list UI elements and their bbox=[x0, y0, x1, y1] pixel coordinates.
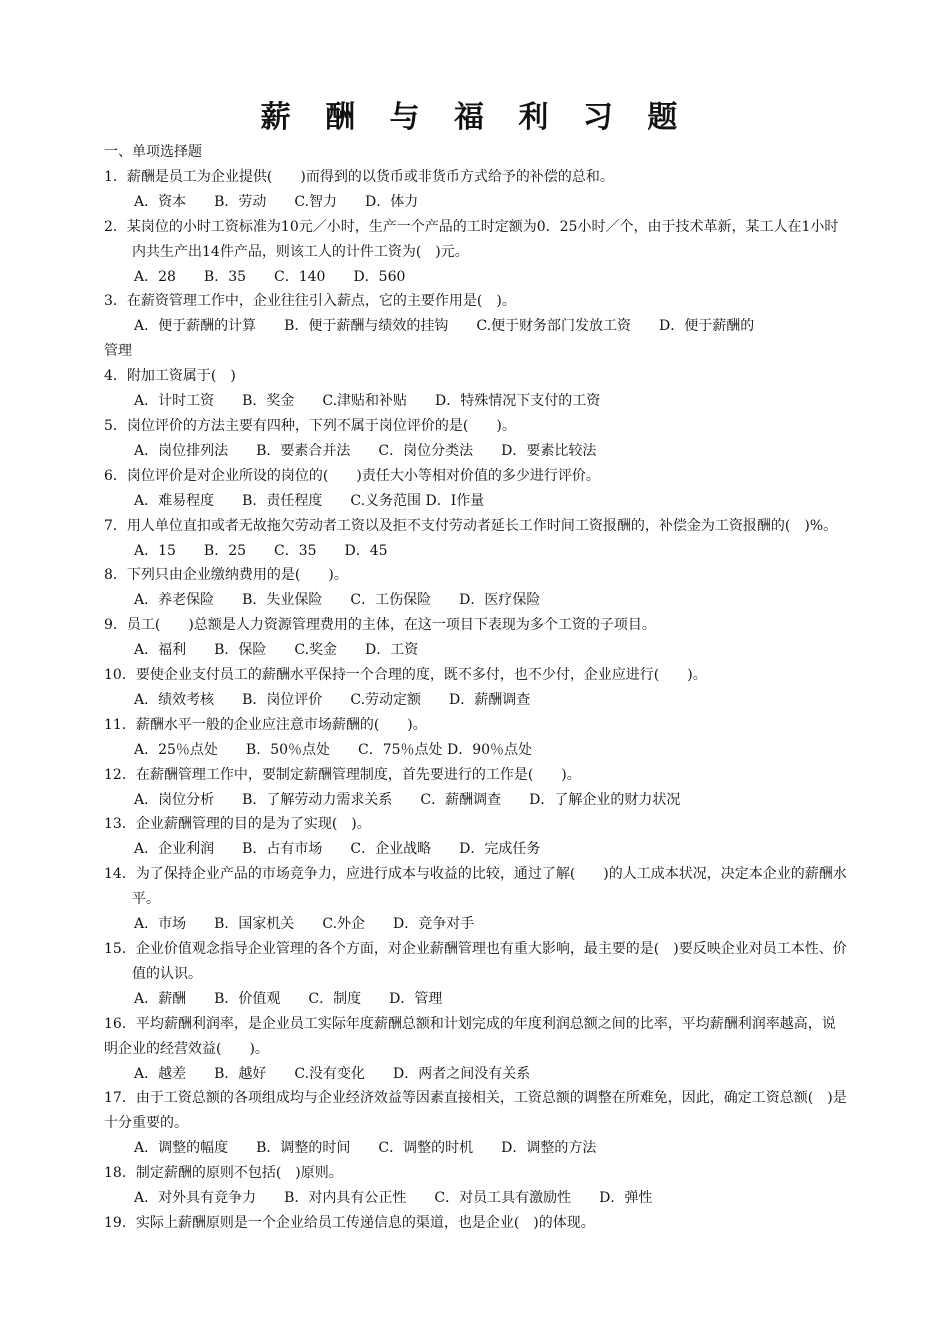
question-item bbox=[104, 1012, 849, 1087]
question-options: A．难易程度 B．责任程度 C.义务范围 D．I作量 bbox=[134, 492, 485, 509]
question-item bbox=[104, 514, 849, 564]
question-stem: 5．岗位评价的方法主要有四种，下列不属于岗位评价的是( )。 bbox=[104, 417, 516, 434]
question-options-continued: 管理 bbox=[104, 343, 132, 360]
question-item bbox=[104, 464, 849, 514]
question-stem: 3．在薪资管理工作中，企业往往引入薪点，它的主要作用是( )。 bbox=[104, 293, 516, 310]
question-item bbox=[104, 713, 849, 763]
document-title: 薪 酬 与 福 利 习 题 bbox=[260, 100, 690, 135]
question-stem: 10．要使企业支付员工的薪酬水平保持一个合理的度，既不多付，也不少付，企业应进行( )。 bbox=[104, 667, 707, 684]
question-options: A．调整的幅度 B．调整的时间 C．调整的时机 D．调整的方法 bbox=[134, 1140, 597, 1157]
question-item bbox=[104, 812, 849, 862]
question-item bbox=[104, 613, 849, 663]
question-stem: 12．在薪酬管理工作中，要制定薪酬管理制度，首先要进行的工作是( )。 bbox=[104, 766, 581, 783]
question-item bbox=[104, 862, 849, 937]
question-stem: 6．岗位评价是对企业所设的岗位的( )责任大小等相对价值的多少进行评价。 bbox=[104, 467, 600, 484]
question-stem: 15．企业价值观念指导企业管理的各个方面，对企业薪酬管理也有重大影响，最主要的是( )要反映企业对员工本性、价值的认识。 bbox=[104, 941, 847, 982]
section-heading: 一、单项选择题 bbox=[104, 144, 202, 160]
question-options: A．15 B．25 C．35 D．45 bbox=[134, 542, 388, 559]
question-options: A．便于薪酬的计算 B．便于薪酬与绩效的挂钩 C.便于财务部门发放工资 D．便于薪酬的 bbox=[134, 318, 755, 335]
question-options: A．对外具有竞争力 B．对内具有公正性 C．对员工具有激励性 D．弹性 bbox=[134, 1190, 653, 1207]
question-item bbox=[104, 289, 849, 364]
question-item bbox=[104, 763, 849, 813]
question-options: A．28 B．35 C．140 D．560 bbox=[134, 268, 406, 285]
question-options: A．岗位分析 B．了解劳动力需求关系 C．薪酬调查 D．了解企业的财力状况 bbox=[134, 791, 681, 808]
question-item bbox=[104, 1086, 849, 1161]
question-item bbox=[104, 563, 849, 613]
question-stem: 9．员工( )总额是人力资源管理费用的主体，在这一项目下表现为多个工资的子项目。 bbox=[104, 617, 656, 634]
question-stem: 16．平均薪酬利润率，是企业员工实际年度薪酬总额和计划完成的年度利润总额之间的比率，平均薪酬利润率越高，说明企业的经营效益( )。 bbox=[104, 1015, 836, 1057]
question-options: A．岗位排列法 B．要素合并法 C．岗位分类法 D．要素比较法 bbox=[134, 442, 597, 459]
question-options: A．25％点处 B．50％点处 C．75％点处 D．90％点处 bbox=[134, 741, 533, 758]
question-stem: 4．附加工资属于( ) bbox=[104, 368, 236, 385]
question-stem: 13．企业薪酬管理的目的是为了实现( )。 bbox=[104, 816, 371, 833]
question-item bbox=[104, 364, 849, 414]
question-options: A．资本 B．劳动 C.智力 D．体力 bbox=[134, 193, 419, 210]
question-options: A．绩效考核 B．岗位评价 C.劳动定额 D．薪酬调查 bbox=[134, 691, 531, 708]
question-stem: 18．制定薪酬的原则不包括( )原则。 bbox=[104, 1165, 343, 1182]
question-options: A．企业利润 B．占有市场 C．企业战略 D．完成任务 bbox=[134, 841, 541, 858]
question-stem: 8．下列只由企业缴纳费用的是( )。 bbox=[104, 567, 348, 584]
question-item bbox=[104, 215, 849, 290]
question-stem: 1．薪酬是员工为企业提供( )而得到的以货币或非货币方式给予的补偿的总和。 bbox=[104, 168, 614, 185]
question-options: A．计时工资 B．奖金 C.津贴和补贴 D．特殊情况下支付的工资 bbox=[134, 393, 601, 410]
question-item bbox=[104, 165, 849, 215]
question-stem: 19．实际上薪酬原则是一个企业给员工传递信息的渠道，也是企业( )的体现。 bbox=[104, 1214, 595, 1231]
question-options: A．越差 B．越好 C.没有变化 D．两者之间没有关系 bbox=[134, 1065, 531, 1082]
question-item bbox=[104, 414, 849, 464]
document-body bbox=[104, 140, 849, 1236]
question-item bbox=[104, 1161, 849, 1211]
question-options: A．福利 B．保险 C.奖金 D．工资 bbox=[134, 642, 419, 659]
question-options: A．养老保险 B．失业保险 C．工伤保险 D．医疗保险 bbox=[134, 592, 541, 609]
question-item bbox=[104, 1211, 849, 1236]
question-stem: 17．由于工资总额的各项组成均与企业经济效益等因素直接相关，工资总额的调整在所难免，因此，确定工资总额( )是十分重要的。 bbox=[104, 1090, 847, 1132]
question-item bbox=[104, 663, 849, 713]
question-options: A．市场 B．国家机关 C.外企 D．竞争对手 bbox=[134, 916, 475, 933]
question-options: A．薪酬 B．价值观 C．制度 D．管理 bbox=[134, 990, 443, 1007]
question-stem: 2．某岗位的小时工资标准为10元／小时，生产一个产品的工时定额为0．25小时／个，由于技术革新，某工人在1小时内共生产出14件产品，则该工人的计件工资为( )元。 bbox=[104, 218, 839, 260]
question-stem: 7．用人单位直扣或者无故拖欠劳动者工资以及拒不支付劳动者延长工作时间工资报酬的，补偿金为工资报酬的( )%。 bbox=[104, 517, 838, 534]
question-stem: 11．薪酬水平一般的企业应注意市场薪酬的( )。 bbox=[104, 716, 427, 733]
question-item bbox=[104, 937, 849, 1012]
question-stem: 14．为了保持企业产品的市场竞争力，应进行成本与收益的比较，通过了解( )的人工成本状况，决定本企业的薪酬水平。 bbox=[104, 866, 847, 908]
